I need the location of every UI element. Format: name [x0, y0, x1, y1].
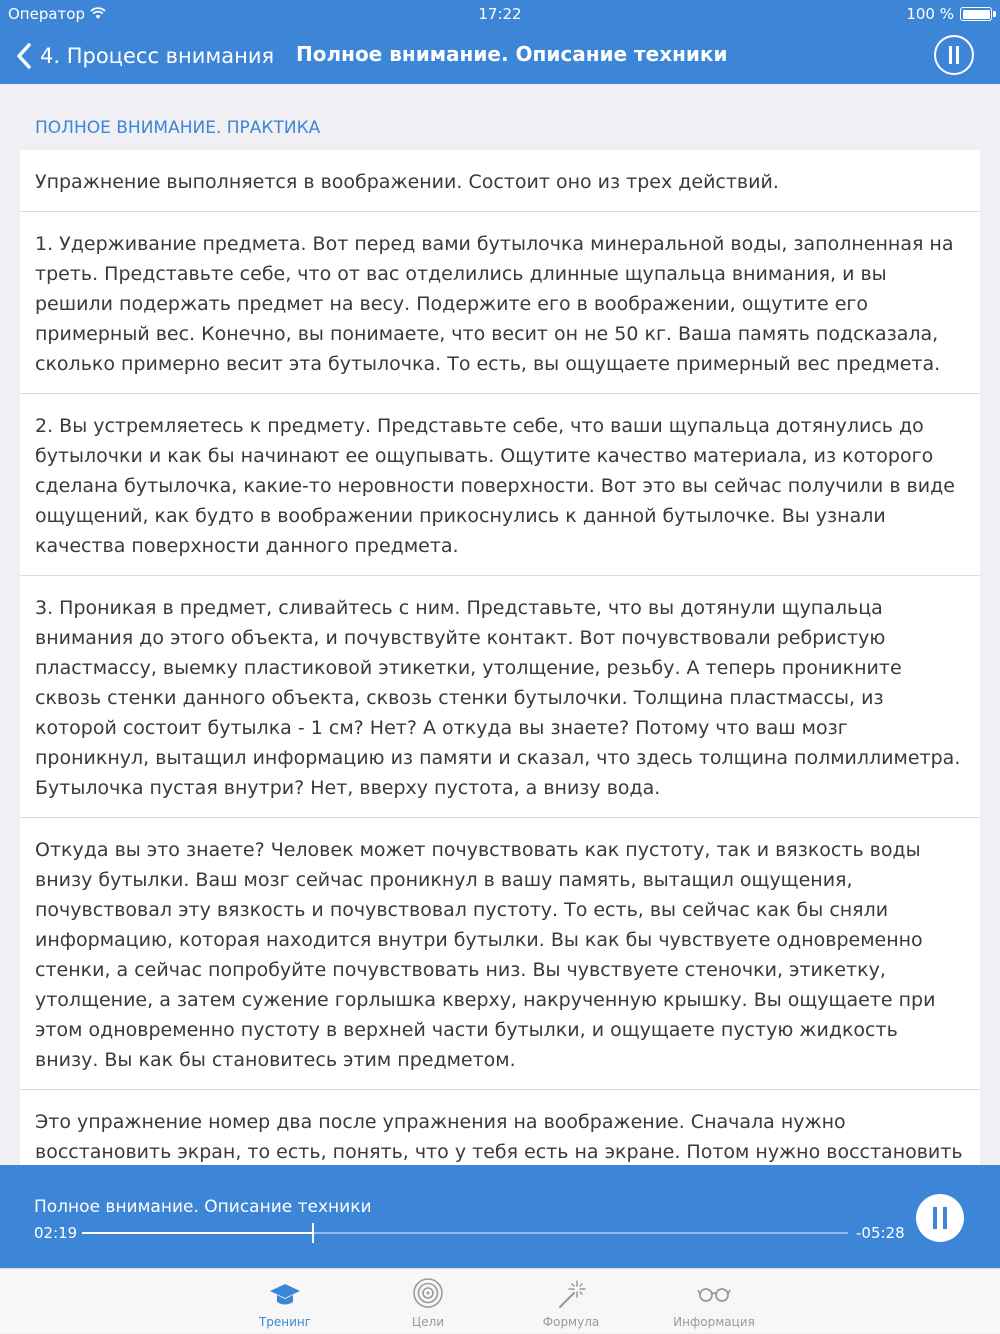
- tab-information[interactable]: [654, 1269, 774, 1334]
- pause-icon-bar: [956, 46, 959, 64]
- paragraph: Упражнение выполняется в воображении. Состоит оно из трех действий.: [20, 150, 980, 212]
- status-bar: [0, 0, 1000, 28]
- chevron-left-icon: [14, 42, 34, 70]
- battery-label: 100 %: [906, 5, 954, 23]
- progress-thumb[interactable]: [312, 1223, 314, 1243]
- magic-wand-icon: [554, 1277, 588, 1311]
- tab-label: Информация: [673, 1315, 755, 1329]
- tab-label: Цели: [411, 1315, 445, 1329]
- tab-training[interactable]: [225, 1269, 345, 1334]
- pause-icon-bar: [943, 1207, 947, 1229]
- back-button[interactable]: [14, 40, 274, 72]
- paragraph: 1. Удерживание предмета. Вот перед вами бутылочка минеральной воды, заполненная на треть. Представьте себе, что от вас отделились длинные щупальца внимания, и вы решили подержать предмет на весу. Подержите его в воображении, ощутите его примерный вес. Конечно, вы понимаете, что весит он не 50 кг. Ваша память подсказала, сколько примерно весит эта бутылочка. То есть, вы ощущаете примерный вес предмета.: [20, 212, 980, 394]
- back-button-label: 4. Процесс внимания: [40, 44, 275, 68]
- tab-formula[interactable]: [511, 1269, 631, 1334]
- text-card[interactable]: [20, 150, 980, 1165]
- clock: 17:22: [478, 5, 522, 23]
- carrier-label: Оператор: [8, 5, 85, 23]
- tab-goals[interactable]: [368, 1269, 488, 1334]
- tab-label: Тренинг: [258, 1315, 312, 1329]
- elapsed-time: 02:19: [34, 1224, 78, 1242]
- paragraph: 3. Проникая в предмет, сливайтесь с ним. Представьте, что вы дотянули щупальца внимания до этого объекта, и почувствуйте контакт. Вот почувствовали ребристую пластмассу, выемку пластиковой этикетки, утолщение, резьбу. А теперь проникните сквозь стенки данного объекта, сквозь стенки бутылочки. Толщина пластмассы, из которой состоит бутылка - 1 см? Нет? А откуда вы знаете? Потому что ваш мозг проникнул, вытащил информацию из памяти и сказал, что здесь толщина полмиллиметра. Бутылочка пустая внутри? Нет, вверху пустота, а внизу вода.: [20, 576, 980, 818]
- navigation-bar: [0, 28, 1000, 84]
- target-icon: [411, 1277, 445, 1311]
- battery-icon: [960, 7, 992, 21]
- paragraph: Это упражнение номер два после упражнения на воображение. Сначала нужно восстановить экран, то есть, понять, что у тебя есть на экране. Потом нужно восстановить: [20, 1090, 980, 1212]
- progress-slider[interactable]: [82, 1232, 848, 1234]
- nav-pause-button[interactable]: [934, 35, 974, 75]
- audio-player: [0, 1165, 1000, 1268]
- paragraph: Откуда вы это знаете? Человек может почувствовать как пустоту, так и вязкость воды внизу бутылки. Ваш мозг сейчас проникнул в вашу память, вытащил ощущения, почувствовал эту вязкость и почувствовал пустоту. То есть, вы сейчас как бы сняли информацию, которая находится внутри бутылки. Вы как бы чувствуете одновременно стенки, а сейчас попробуйте почувствовать низ. Вы чувствуете стеночки, этикетку, утолщение, а затем сужение горлышка кверху, накрученную крышку. Вы ощущаете при этом одновременно пустоту в верхней части бутылки, и ощущаете пустую жидкость внизу. Вы как бы становитесь этим предметом.: [20, 818, 980, 1090]
- tab-bar: [0, 1268, 1000, 1333]
- progress-fill: [82, 1232, 312, 1234]
- glasses-icon: [697, 1277, 731, 1311]
- remaining-time: -05:28: [856, 1224, 905, 1242]
- graduation-cap-icon: [268, 1277, 302, 1311]
- top-bar: [0, 0, 1000, 84]
- player-pause-button[interactable]: [916, 1194, 964, 1242]
- tab-label: Формула: [542, 1315, 600, 1329]
- pause-icon-bar: [933, 1207, 937, 1229]
- section-header: ПОЛНОЕ ВНИМАНИЕ. ПРАКТИКА: [35, 118, 321, 138]
- pause-icon-bar: [949, 46, 952, 64]
- player-track-title: Полное внимание. Описание техники: [34, 1197, 372, 1217]
- paragraph: 2. Вы устремляетесь к предмету. Представьте себе, что ваши щупальца дотянулись до бутылочки и как бы начинают ее ощупывать. Ощутите качество материала, из которого сделана бутылочка, какие-то неровности поверхности. Вот это вы сейчас получили в виде ощущений, как будто в воображении прикоснулись к данной бутылочке. Вы узнали качества поверхности данного предмета.: [20, 394, 980, 576]
- page-title: Полное внимание. Описание техники: [296, 42, 728, 66]
